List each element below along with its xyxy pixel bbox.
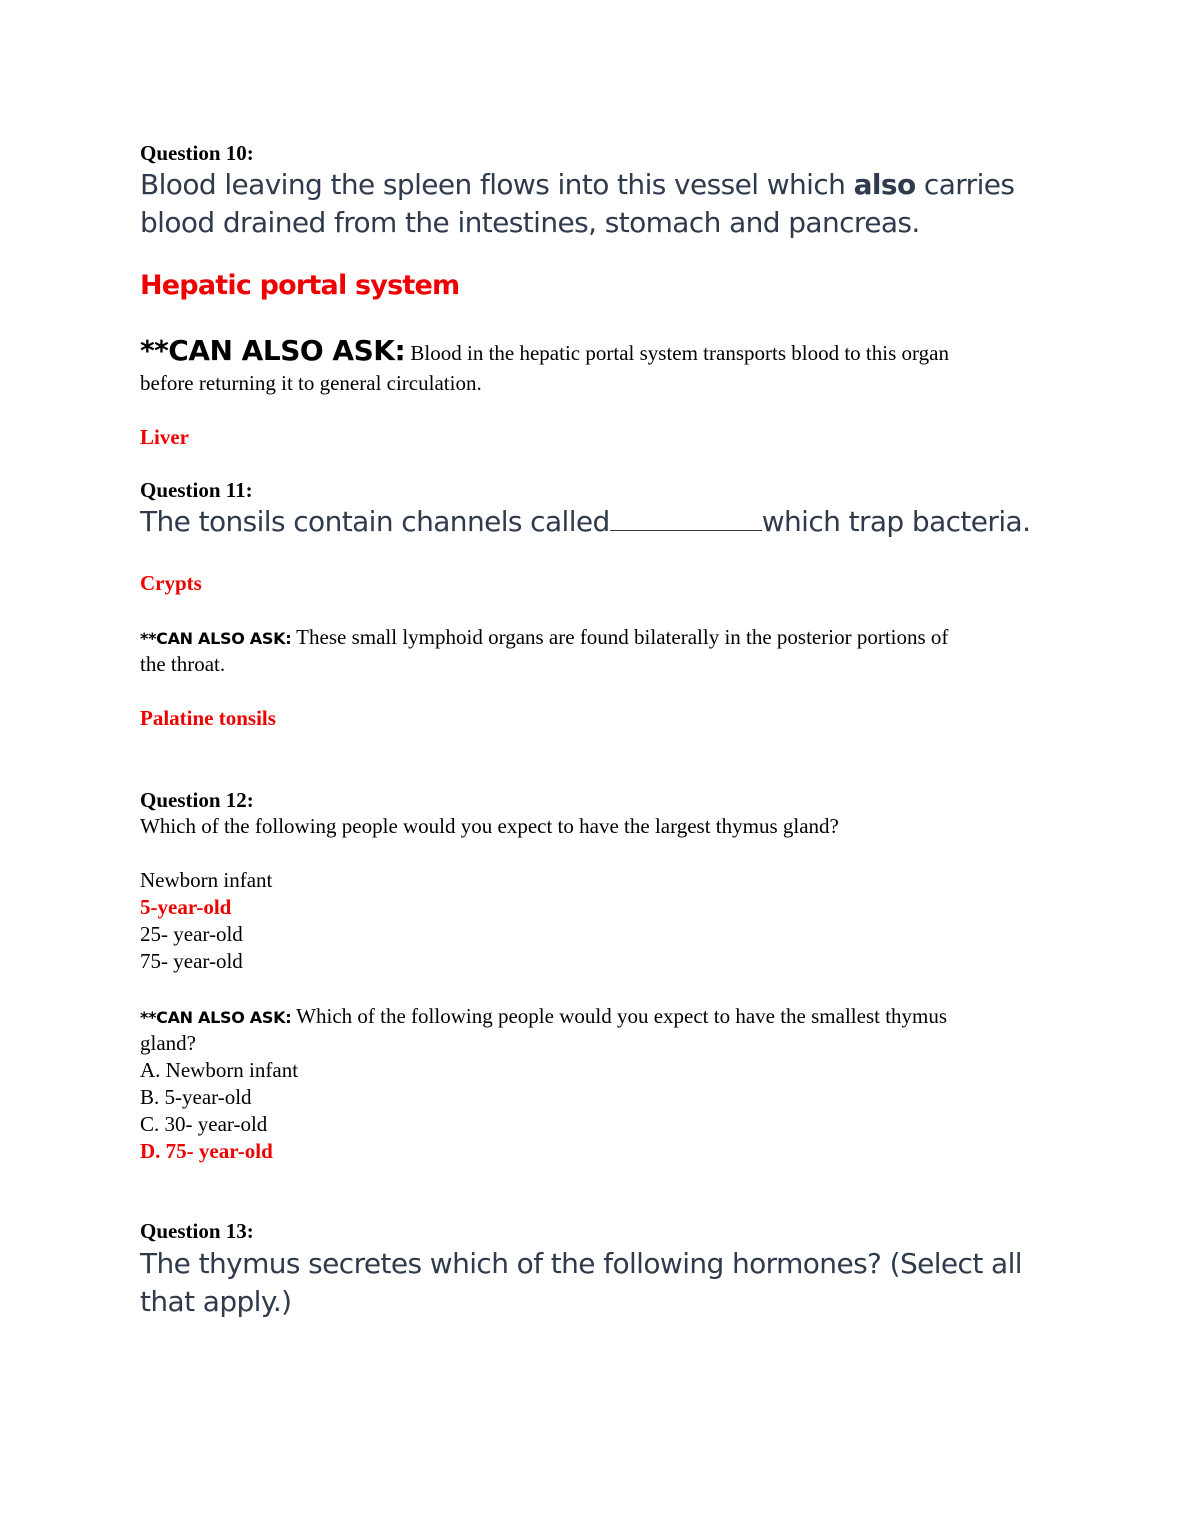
option-25-year-old: 25- year-old [140, 922, 243, 946]
question-11-also-ask-line1 [140, 624, 948, 651]
question-10-also-ask-line2: before returning it to general circulation. [140, 371, 482, 395]
question-11-answer: Crypts [140, 571, 202, 595]
also-ask-text: Which of the following people would you expect to have the smallest thymus [291, 1004, 948, 1028]
question-11-heading: Question 11: [140, 478, 253, 502]
question-12-options [140, 867, 272, 975]
question-12-text: Which of the following people would you expect to have the largest thymus gland? [140, 814, 839, 838]
option-newborn-infant: Newborn infant [140, 868, 273, 892]
question-10-answer: Hepatic portal system [140, 270, 460, 301]
question-11-also-ask-answer: Palatine tonsils [140, 706, 276, 730]
question-13-heading: Question 13: [140, 1219, 254, 1243]
option-a-newborn-infant: A. Newborn infant [140, 1058, 299, 1082]
question-11-text-after: which trap bacteria. [761, 505, 1031, 538]
also-ask-text-line2: gland? [140, 1031, 196, 1055]
also-ask-label: **CAN ALSO ASK: [140, 334, 406, 367]
also-ask-label: **CAN ALSO ASK: [140, 1008, 292, 1027]
question-12-also-ask-line1 [140, 1003, 947, 1030]
question-10-text-bold: also [853, 168, 916, 201]
also-ask-text: These small lymphoid organs are found bilaterally in the posterior portions of [291, 625, 949, 649]
also-ask-label: **CAN ALSO ASK: [140, 629, 292, 648]
option-b-5-year-old: B. 5-year-old [140, 1085, 252, 1109]
question-10-also-ask-answer: Liver [140, 425, 189, 449]
question-10-text-before: Blood leaving the spleen flows into this vessel which [140, 168, 854, 201]
question-11-also-ask-line2: the throat. [140, 652, 226, 676]
option-d-75-year-old-correct: D. 75- year-old [140, 1139, 273, 1163]
option-5-year-old-correct: 5-year-old [140, 895, 232, 919]
question-11-text-before: The tonsils contain channels called [140, 505, 610, 538]
option-c-30-year-old: C. 30- year-old [140, 1112, 268, 1136]
fill-in-blank [610, 506, 762, 531]
question-10-text-line2: blood drained from the intestines, stomach and pancreas. [140, 206, 920, 239]
question-10-also-ask-line1 [140, 334, 949, 367]
question-13-text-line1: The thymus secretes which of the following hormones? (Select all [140, 1247, 1022, 1280]
question-13-text-line2: that apply.) [140, 1285, 292, 1318]
question-10-text-after: carries [915, 168, 1015, 201]
question-12-also-ask-options [140, 1030, 298, 1165]
option-75-year-old: 75- year-old [140, 949, 243, 973]
also-ask-text: Blood in the hepatic portal system transports blood to this organ [405, 341, 949, 365]
question-12-heading: Question 12: [140, 788, 254, 812]
question-10-text-line1 [140, 166, 1014, 204]
question-10-heading: Question 10: [140, 141, 254, 165]
question-11-text [140, 503, 1030, 541]
